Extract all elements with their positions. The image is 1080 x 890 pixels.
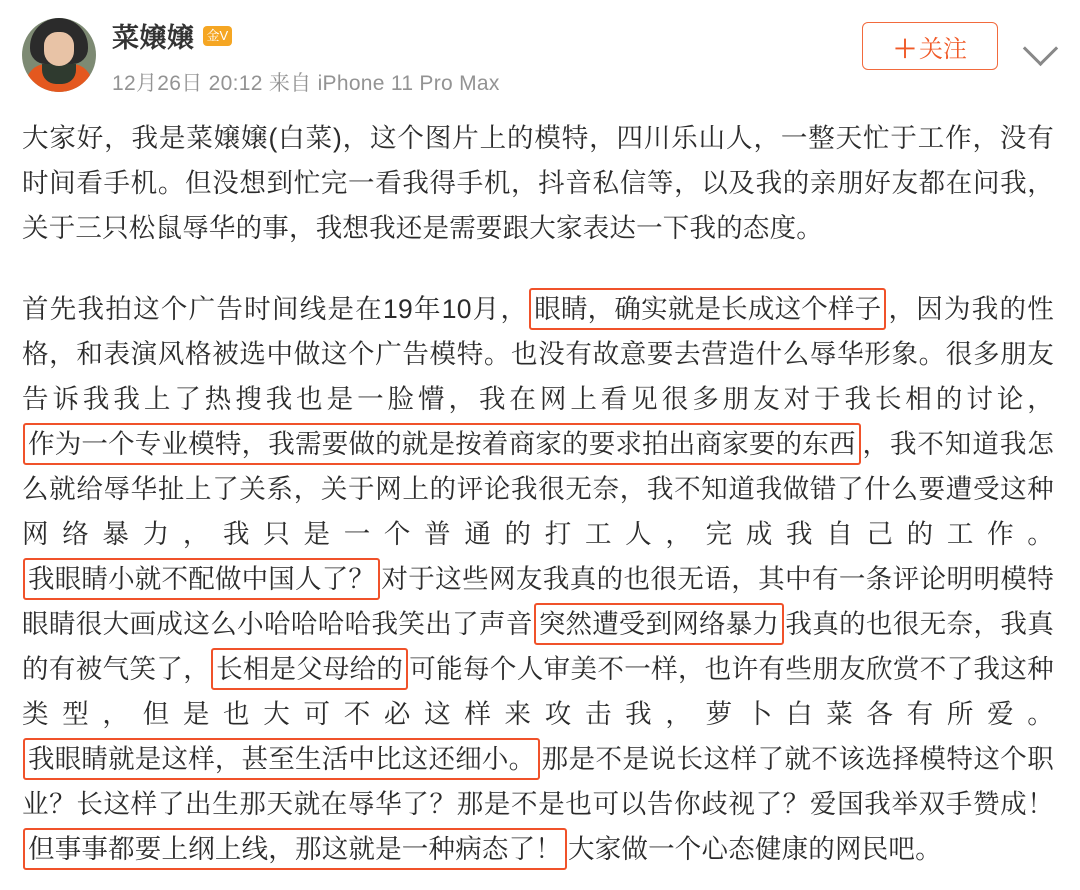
paragraph-text: 大家好，我是菜嬢嬢(白菜)，这个图片上的模特，四川乐山人，一整天忙于工作，没有时间看手机。但没想到忙完一看我得手机，抖音私信等，以及我的亲朋好友都在问我，关于三只松鼠辱华的事，我想我还是需要跟大家表达一下我的态度。 bbox=[22, 123, 1054, 243]
post-content bbox=[22, 116, 1058, 872]
post-paragraph bbox=[22, 287, 1054, 872]
post-timestamp: 12月26日 20:12 来自 iPhone 11 Pro Max bbox=[112, 72, 500, 95]
paragraph-text: 对于这些网友我真的也很无语，其中有一条评论明明模特眼睛很大画成这么小哈哈哈哈我笑出了声音 bbox=[22, 564, 1054, 639]
post-paragraph bbox=[22, 116, 1054, 251]
paragraph-text: 大家做一个心态健康的网民吧。 bbox=[568, 834, 942, 864]
paragraph-text: 那是不是说长这样了就不该选择模特这个职业？长这样了出生那天就在辱华了？那是不是也可以告你歧视了？爱国我举双手赞成！ bbox=[22, 744, 1054, 819]
paragraph-text: ，因为我的性格，和表演风格被选中做这个广告模特。也没有故意要去营造什么辱华形象。很多朋友告诉我我上了热搜我也是一脸懵，我在网上看见很多朋友对于我长相的讨论， bbox=[22, 294, 1055, 414]
paragraph-text: ，我不知道我怎么就给辱华扯上了关系，关于网上的评论我很无奈，我不知道我做错了什么要遭受这种网络暴力，我只是一个普通的打工人，完成我自己的工作。 bbox=[22, 429, 1054, 549]
author-row bbox=[112, 16, 862, 55]
highlighted-text: 眼睛，确实就是长成这个样子 bbox=[529, 288, 886, 330]
paragraph-text: 可能每个人审美不一样，也许有些朋友欣赏不了我这种类型，但是也大可不必这样来攻击我，萝卜白菜各有所爱。 bbox=[22, 654, 1054, 729]
follow-button[interactable] bbox=[862, 22, 998, 70]
paragraph-text: 我真的也很无奈，我真的有被气笑了， bbox=[22, 609, 1054, 684]
avatar-face bbox=[44, 32, 74, 66]
avatar[interactable] bbox=[22, 18, 96, 92]
author-name[interactable]: 菜嬢嬢 bbox=[112, 23, 195, 53]
highlighted-text: 长相是父母给的 bbox=[211, 648, 408, 690]
highlighted-text: 但事事都要上纲上线，那这就是一种病态了！ bbox=[23, 828, 567, 870]
highlighted-text: 作为一个专业模特，我需要做的就是按着商家的要求拍出商家要的东西 bbox=[23, 423, 861, 465]
highlighted-text: 我眼睛小就不配做中国人了？ bbox=[23, 558, 380, 600]
paragraph-text: 首先我拍这个广告时间线是在19年10月， bbox=[22, 294, 529, 324]
plus-icon: ＋ bbox=[893, 35, 917, 63]
post-header bbox=[22, 14, 1058, 110]
highlighted-text: 突然遭受到网络暴力 bbox=[534, 603, 784, 645]
highlighted-text: 我眼睛就是这样，甚至生活中比这还细小。 bbox=[23, 738, 540, 780]
verified-badge: 金V bbox=[203, 26, 233, 46]
post-meta bbox=[112, 14, 862, 97]
chevron-down-icon[interactable] bbox=[1024, 30, 1058, 64]
follow-button-label: 关注 bbox=[919, 35, 967, 63]
